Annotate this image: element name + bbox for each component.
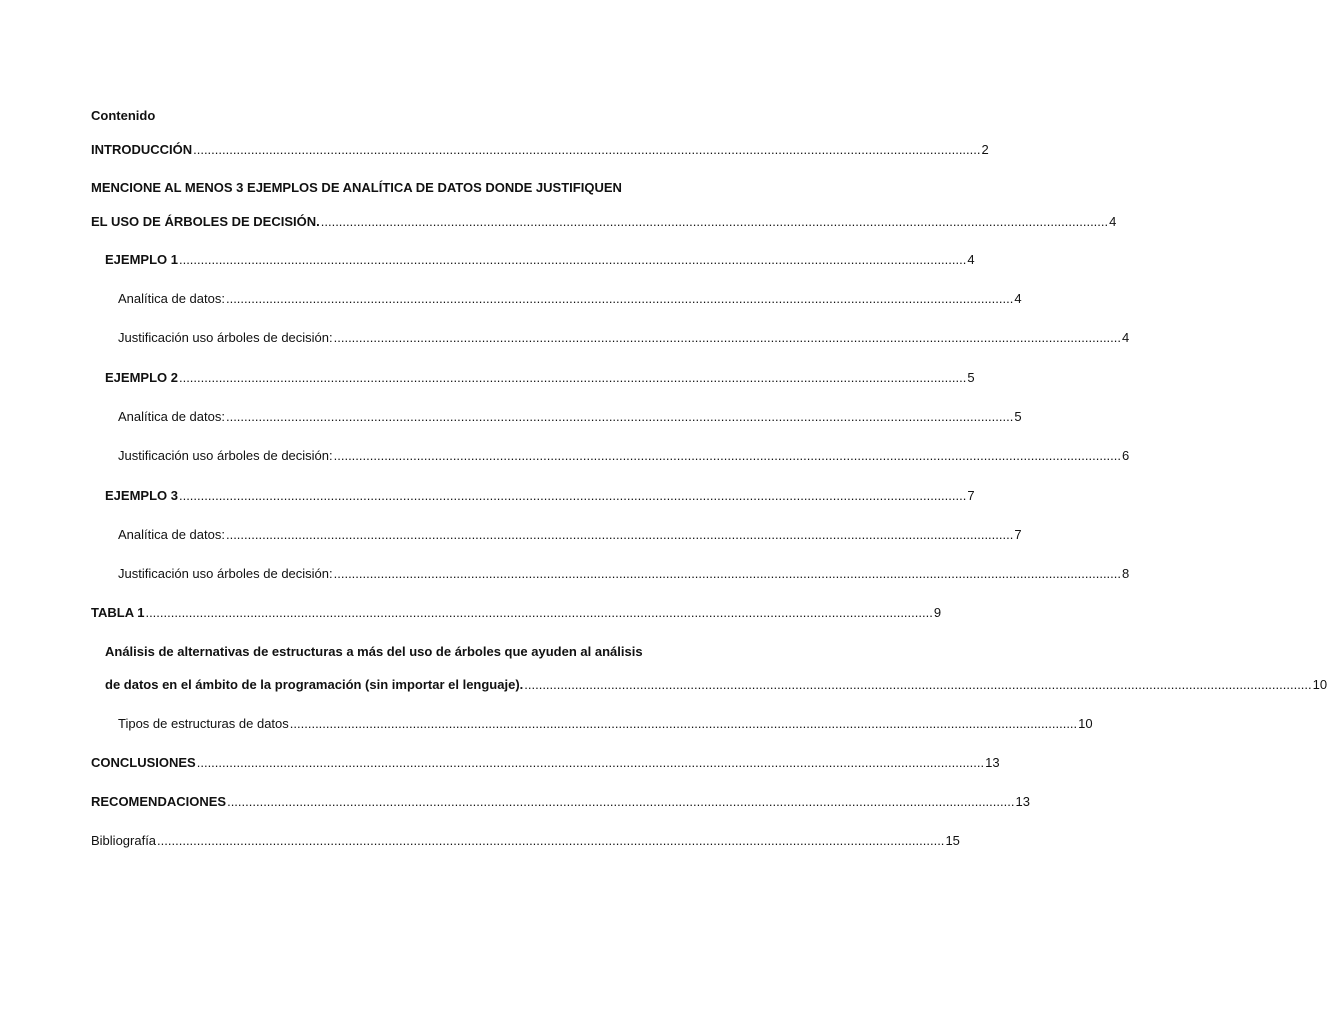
toc-leader-dots: .......................................................................................................................................................................................................................... <box>178 252 967 267</box>
toc-page-number: 5 <box>967 370 975 385</box>
toc-entry-ejemplo-1[interactable] <box>105 251 975 269</box>
toc-page-number: 7 <box>1014 527 1022 542</box>
toc-entry-label: Tipos de estructuras de datos <box>118 716 289 731</box>
toc-leader-dots: .......................................................................................................................................................................................................................... <box>225 409 1014 424</box>
toc-entry-justificacion-3[interactable] <box>118 565 1130 583</box>
toc-entry-bibliografia[interactable] <box>91 832 960 850</box>
toc-entry-analitica-3[interactable] <box>118 526 1022 544</box>
toc-entry-label: Analítica de datos: <box>118 527 225 542</box>
toc-entry-label: Analítica de datos: <box>118 409 225 424</box>
toc-entry-mencione[interactable] <box>91 213 1117 231</box>
toc-entry-justificacion-2[interactable] <box>118 447 1130 465</box>
toc-entry-introduccion[interactable] <box>91 141 989 159</box>
toc-entry-label: EJEMPLO 2 <box>105 370 178 385</box>
toc-entry-justificacion-1[interactable] <box>118 329 1130 347</box>
toc-leader-dots: .......................................................................................................................................................................................................................... <box>178 488 967 503</box>
toc-page-number: 10 <box>1312 677 1327 692</box>
toc-entry-mencione-line1[interactable]: MENCIONE AL MENOS 3 EJEMPLOS DE ANALÍTICA DE DATOS DONDE JUSTIFIQUEN <box>91 180 622 195</box>
toc-leader-dots: .......................................................................................................................................................................................................................... <box>524 677 1312 692</box>
toc-leader-dots: .......................................................................................................................................................................................................................... <box>289 716 1078 731</box>
toc-entry-label: de datos en el ámbito de la programación (sin importar el lenguaje). <box>105 677 524 692</box>
toc-leader-dots: .......................................................................................................................................................................................................................... <box>227 794 1015 809</box>
toc-entry-label: Bibliografía <box>91 833 157 848</box>
toc-page-number: 15 <box>945 833 960 848</box>
toc-leader-dots: .......................................................................................................................................................................................................................... <box>333 448 1122 463</box>
toc-entry-analisis[interactable] <box>105 676 1327 694</box>
toc-leader-dots: .......................................................................................................................................................................................................................... <box>225 527 1014 542</box>
toc-entry-label: Justificación uso árboles de decisión: <box>118 566 333 581</box>
toc-entry-label: EJEMPLO 3 <box>105 488 178 503</box>
toc-entry-label: EJEMPLO 1 <box>105 252 178 267</box>
toc-page-number: 4 <box>967 252 975 267</box>
toc-leader-dots: .......................................................................................................................................................................................................................... <box>178 370 967 385</box>
toc-page-number: 7 <box>967 488 975 503</box>
toc-entry-label: RECOMENDACIONES <box>91 794 227 809</box>
toc-entry-label: Justificación uso árboles de decisión: <box>118 330 333 345</box>
toc-entry-label: EL USO DE ÁRBOLES DE DECISIÓN. <box>91 214 320 229</box>
toc-leader-dots: .......................................................................................................................................................................................................................... <box>225 291 1014 306</box>
toc-entry-label: Analítica de datos: <box>118 291 225 306</box>
toc-entry-label: CONCLUSIONES <box>91 755 196 770</box>
toc-leader-dots: .......................................................................................................................................................................................................................... <box>157 833 945 848</box>
toc-entry-analitica-1[interactable] <box>118 290 1022 308</box>
toc-page-number: 4 <box>1014 291 1022 306</box>
toc-page-number: 4 <box>1109 214 1117 229</box>
toc-entry-label: TABLA 1 <box>91 605 145 620</box>
toc-entry-conclusiones[interactable] <box>91 754 1000 772</box>
toc-page-number: 2 <box>981 142 989 157</box>
toc-leader-dots: .......................................................................................................................................................................................................................... <box>320 214 1109 229</box>
toc-page-number: 6 <box>1122 448 1130 463</box>
toc-leader-dots: .......................................................................................................................................................................................................................... <box>333 566 1122 581</box>
toc-leader-dots: .......................................................................................................................................................................................................................... <box>333 330 1122 345</box>
toc-entry-recomendaciones[interactable] <box>91 793 1030 811</box>
toc-leader-dots: .......................................................................................................................................................................................................................... <box>193 142 981 157</box>
toc-entry-ejemplo-2[interactable] <box>105 369 975 387</box>
toc-page-number: 4 <box>1122 330 1130 345</box>
toc-entry-analisis-line1[interactable]: Análisis de alternativas de estructuras a más del uso de árboles que ayuden al análisis <box>105 644 643 659</box>
toc-page-number: 10 <box>1078 716 1093 731</box>
toc-page-number: 5 <box>1014 409 1022 424</box>
toc-page-number: 8 <box>1122 566 1130 581</box>
toc-leader-dots: .......................................................................................................................................................................................................................... <box>196 755 985 770</box>
toc-title: Contenido <box>91 108 156 123</box>
toc-leader-dots: .......................................................................................................................................................................................................................... <box>145 605 933 620</box>
toc-entry-ejemplo-3[interactable] <box>105 487 975 505</box>
toc-entry-tabla-1[interactable] <box>91 604 942 622</box>
toc-entry-tipos-estructuras[interactable] <box>118 715 1093 733</box>
toc-entry-label: Justificación uso árboles de decisión: <box>118 448 333 463</box>
toc-page-number: 13 <box>985 755 1000 770</box>
toc-page-number: 9 <box>933 605 942 620</box>
toc-page-number: 13 <box>1015 794 1030 809</box>
toc-entry-label: INTRODUCCIÓN <box>91 142 193 157</box>
toc-entry-analitica-2[interactable] <box>118 408 1022 426</box>
